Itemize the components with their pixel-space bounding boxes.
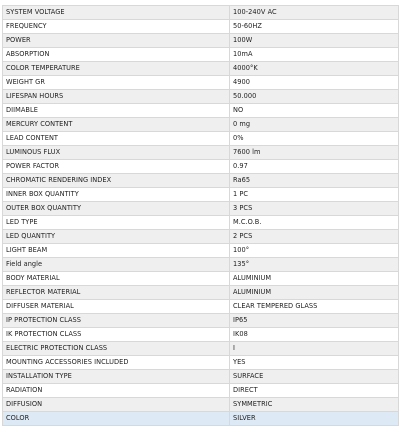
spec-label: WEIGHT GR [3, 76, 230, 90]
table-row [3, 146, 399, 160]
table-row [3, 76, 399, 90]
spec-value: M.C.O.B. [230, 216, 399, 230]
spec-value: 1 PC [230, 188, 399, 202]
table-row [3, 90, 399, 104]
spec-label: BODY MATERIAL [3, 272, 230, 286]
table-row [3, 258, 399, 272]
table-row [3, 118, 399, 132]
spec-label: ABSORPTION [3, 48, 230, 62]
spec-value: ALUMINIUM [230, 286, 399, 300]
table-row [3, 342, 399, 356]
spec-value: 7600 lm [230, 146, 399, 160]
table-row [3, 160, 399, 174]
table-row [3, 370, 399, 384]
spec-label: COLOR TEMPERATURE [3, 62, 230, 76]
spec-label: LIFESPAN HOURS [3, 90, 230, 104]
spec-value: 50-60HZ [230, 20, 399, 34]
spec-label: MOUNTING ACCESSORIES INCLUDED [3, 356, 230, 370]
table-row [3, 272, 399, 286]
spec-label: ELECTRIC PROTECTION CLASS [3, 342, 230, 356]
spec-value: 0.97 [230, 160, 399, 174]
spec-value: I [230, 342, 399, 356]
spec-value: 4900 [230, 76, 399, 90]
spec-value: CLEAR TEMPERED GLASS [230, 300, 399, 314]
spec-value: 100W [230, 34, 399, 48]
table-row [3, 62, 399, 76]
spec-value: 10mA [230, 48, 399, 62]
table-row [3, 230, 399, 244]
spec-label: INSTALLATION TYPE [3, 370, 230, 384]
table-row [3, 384, 399, 398]
spec-label: DIIMABLE [3, 104, 230, 118]
table-row [3, 216, 399, 230]
spec-label: OUTER BOX QUANTITY [3, 202, 230, 216]
spec-value: 2 PCS [230, 230, 399, 244]
spec-value: SILVER [230, 412, 399, 426]
spec-table [2, 5, 399, 426]
spec-value: YES [230, 356, 399, 370]
spec-label: IP PROTECTION CLASS [3, 314, 230, 328]
table-row [3, 244, 399, 258]
spec-label: REFLECTOR MATERIAL [3, 286, 230, 300]
spec-label: COLOR [3, 412, 230, 426]
spec-value: DIRECT [230, 384, 399, 398]
spec-value: 100-240V AC [230, 6, 399, 20]
table-row [3, 6, 399, 20]
spec-label: Field angle [3, 258, 230, 272]
spec-value: 0 mg [230, 118, 399, 132]
table-row [3, 328, 399, 342]
spec-label: POWER [3, 34, 230, 48]
table-row [3, 104, 399, 118]
table-row [3, 356, 399, 370]
spec-label: CHROMATIC RENDERING INDEX [3, 174, 230, 188]
spec-label: IK PROTECTION CLASS [3, 328, 230, 342]
spec-value: IK08 [230, 328, 399, 342]
spec-value: SYMMETRIC [230, 398, 399, 412]
spec-label: FREQUENCY [3, 20, 230, 34]
spec-value: SURFACE [230, 370, 399, 384]
spec-value: 4000°K [230, 62, 399, 76]
spec-label: INNER BOX QUANTITY [3, 188, 230, 202]
spec-label: LED QUANTITY [3, 230, 230, 244]
spec-label: DIFFUSER MATERIAL [3, 300, 230, 314]
table-row [3, 286, 399, 300]
spec-label: LIGHT BEAM [3, 244, 230, 258]
spec-value: 100° [230, 244, 399, 258]
spec-label: LED TYPE [3, 216, 230, 230]
spec-label: POWER FACTOR [3, 160, 230, 174]
spec-table-body [3, 6, 399, 426]
spec-label: RADIATION [3, 384, 230, 398]
table-row [3, 188, 399, 202]
table-row [3, 300, 399, 314]
table-row [3, 34, 399, 48]
table-row [3, 202, 399, 216]
spec-value: ALUMINIUM [230, 272, 399, 286]
spec-label: LEAD CONTENT [3, 132, 230, 146]
table-row [3, 174, 399, 188]
table-row [3, 314, 399, 328]
spec-value: Ra65 [230, 174, 399, 188]
spec-value: NO [230, 104, 399, 118]
spec-value: 0% [230, 132, 399, 146]
spec-value: 3 PCS [230, 202, 399, 216]
spec-label: DIFFUSION [3, 398, 230, 412]
spec-value: IP65 [230, 314, 399, 328]
table-row-highlighted [3, 412, 399, 426]
spec-value: 50.000 [230, 90, 399, 104]
spec-value: 135° [230, 258, 399, 272]
table-row [3, 20, 399, 34]
spec-label: LUMINOUS FLUX [3, 146, 230, 160]
spec-label: SYSTEM VOLTAGE [3, 6, 230, 20]
table-row [3, 48, 399, 62]
table-row [3, 132, 399, 146]
spec-label: MERCURY CONTENT [3, 118, 230, 132]
